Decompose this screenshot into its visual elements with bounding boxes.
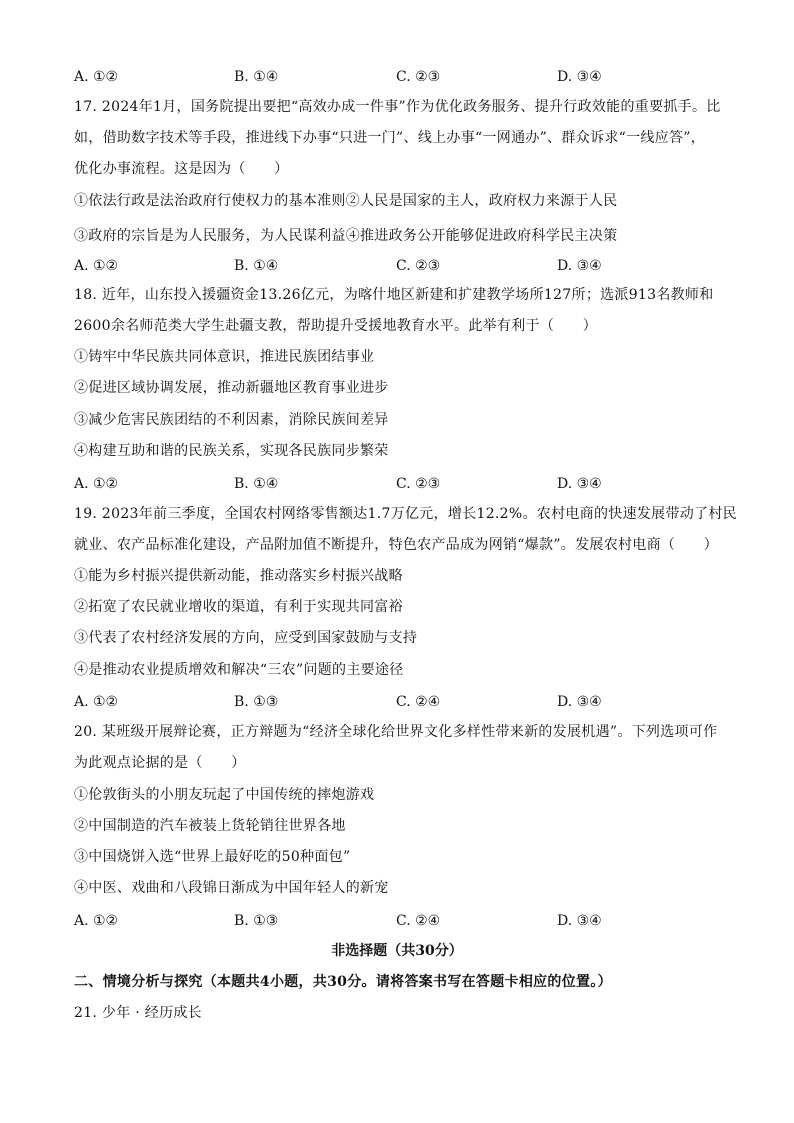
statement-item: ②促进区域协调发展，推动新疆地区教育事业进步 [74, 380, 389, 396]
question-stem-line: 17. 2024年1月，国务院提出要把“高效办成一件事”作为优化政务服务、提升行政效能的重要抓手。比 [74, 99, 721, 115]
option-d: D. ③④ [557, 69, 602, 85]
question-stem-line: 优化办事流程。这是因为（ ） [74, 161, 289, 177]
question-stem-line: 20. 某班级开展辩论赛，正方辩题为“经济全球化给世界文化多样性带来新的发展机遇”。下列选项可作 [74, 724, 718, 740]
option-b: B. ①③ [234, 913, 279, 929]
option-c: C. ②④ [396, 913, 441, 929]
statement-item: ③政府的宗旨是为人民服务，为人民谋利益④推进政务公开能够促进政府科学民主决策 [74, 228, 618, 244]
statement-item: ③减少危害民族团结的不利因素，消除民族间差异 [74, 412, 389, 428]
statement-item: ①伦敦街头的小朋友玩起了中国传统的摔炮游戏 [74, 787, 375, 803]
option-a: A. ①② [74, 258, 119, 274]
option-b: B. ①④ [234, 476, 279, 492]
section-heading: 二、情境分析与探究（本题共4小题，共30分。请将答案书写在答题卡相应的位置。） [74, 974, 612, 990]
option-a: A. ①② [74, 694, 119, 710]
question-stem-line: 19. 2023年前三季度，全国农村网络零售额达1.7万亿元，增长12.2%。农村电商的快速发展带动了村民 [74, 506, 737, 522]
option-b: B. ①④ [234, 258, 279, 274]
statement-item: ④中医、戏曲和八段锦日渐成为中国年轻人的新宠 [74, 880, 389, 896]
option-c: C. ②③ [396, 69, 441, 85]
option-c: C. ②④ [396, 694, 441, 710]
statement-item: ③中国烧饼入选“世界上最好吃的50种面包” [74, 849, 351, 865]
option-c: C. ②③ [396, 476, 441, 492]
option-d: D. ③④ [557, 258, 602, 274]
statement-item: ①能为乡村振兴提供新动能，推动落实乡村振兴战略 [74, 568, 403, 584]
option-b: B. ①③ [234, 694, 279, 710]
statement-item: ②中国制造的汽车被装上货轮销往世界各地 [74, 818, 346, 834]
option-b: B. ①④ [234, 69, 279, 85]
statement-item: ①铸牢中华民族共同体意识，推进民族团结事业 [74, 349, 375, 365]
question-stem-line: 为此观点论据的是（ ） [74, 755, 246, 771]
question-stem-line: 如，借助数字技术等手段，推进线下办事“只进一门”、线上办事“一网通办”、群众诉求“一线应答”， [74, 130, 706, 146]
question-21-title: 21. 少年 · 经历成长 [74, 1005, 202, 1021]
question-stem-line: 2600余名师范类大学生赴疆支教，帮助提升受援地教育水平。此举有利于（ ） [74, 318, 598, 334]
option-d: D. ③④ [557, 476, 602, 492]
option-a: A. ①② [74, 69, 119, 85]
option-a: A. ①② [74, 476, 119, 492]
question-stem-line: 就业、农产品标准化建设，产品附加值不断提升，特色农产品成为网销“爆款”。发展农村电商（ ） [74, 537, 719, 553]
statement-item: ①依法行政是法治政府行使权力的基本准则②人民是国家的主人，政府权力来源于人民 [74, 193, 618, 209]
statement-item: ③代表了农村经济发展的方向，应受到国家鼓励与支持 [74, 630, 418, 646]
option-d: D. ③④ [557, 694, 602, 710]
section-title: 非选择题（共30分） [331, 943, 463, 959]
statement-item: ④构建互助和谐的民族关系，实现各民族同步繁荣 [74, 443, 389, 459]
option-a: A. ①② [74, 913, 119, 929]
question-stem-line: 18. 近年，山东投入援疆资金13.26亿元，为喀什地区新建和扩建教学场所127所；选派913名教师和 [74, 287, 714, 303]
option-c: C. ②③ [396, 258, 441, 274]
statement-item: ④是推动农业提质增效和解决“三农”问题的主要途径 [74, 662, 404, 678]
option-d: D. ③④ [557, 913, 602, 929]
statement-item: ②拓宽了农民就业增收的渠道，有利于实现共同富裕 [74, 599, 403, 615]
